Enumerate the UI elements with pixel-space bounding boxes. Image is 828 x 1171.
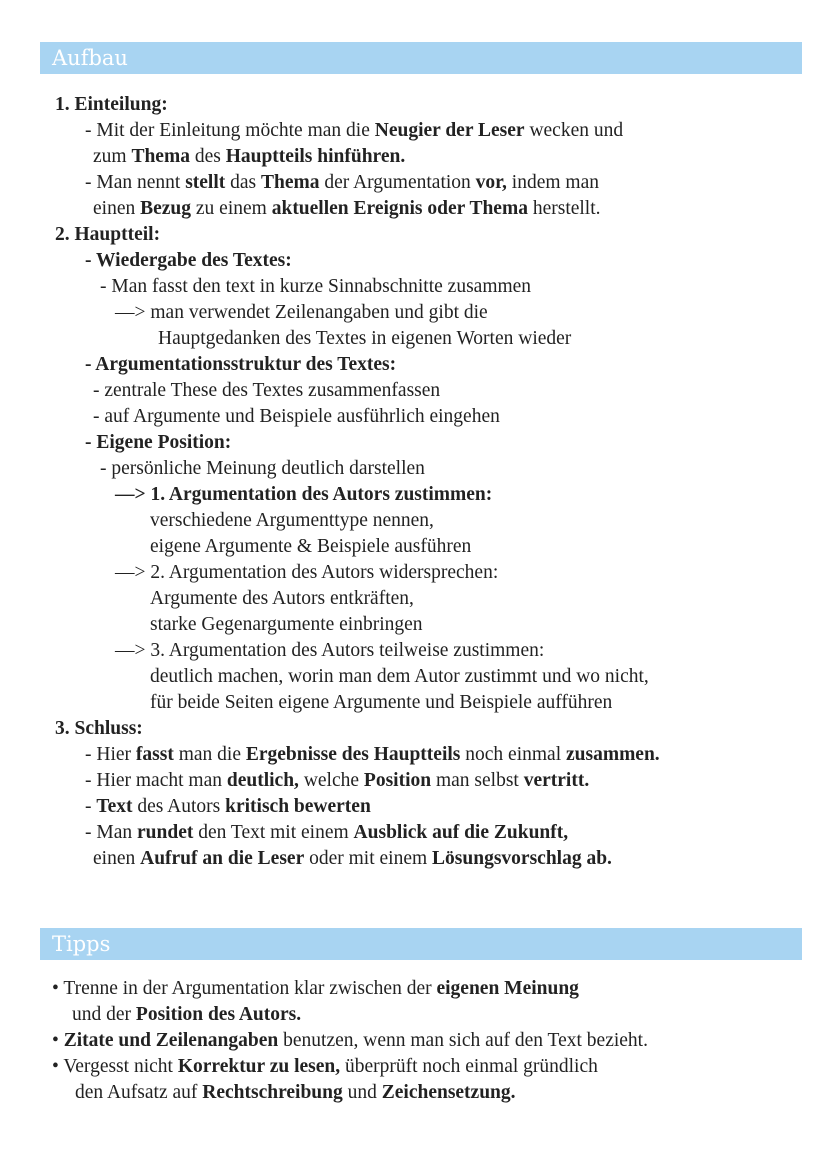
bold-text: fasst: [135, 744, 174, 765]
bold-text: kritisch bewerten: [225, 796, 371, 817]
text-line: [93, 378, 440, 404]
text: Argumente des Autors entkräften,: [150, 588, 414, 609]
bold-text: - Wiedergabe des Textes:: [85, 250, 292, 271]
text: —> 3. Argumentation des Autors teilweise zustimmen:: [115, 640, 545, 661]
text: welche: [298, 770, 364, 791]
bold-text: deutlich,: [226, 770, 299, 791]
text-line: [115, 482, 492, 508]
text-line: [115, 638, 544, 664]
bold-text: aktuellen Ereignis oder Thema: [271, 198, 528, 219]
bold-text: eigenen Meinung: [436, 978, 579, 999]
text: deutlich machen, worin man dem Autor zustimmt und wo nicht,: [150, 666, 649, 687]
text: eigene Argumente & Beispiele ausführen: [150, 536, 472, 557]
bold-text: 1. Einteilung:: [55, 94, 168, 115]
text-line: [55, 222, 160, 248]
bold-text: Aufruf an die Leser: [140, 848, 305, 869]
text-line: [85, 742, 660, 768]
text-line: [150, 586, 414, 612]
text-line: [52, 1054, 598, 1080]
text: - Hier macht man: [85, 770, 227, 791]
bold-text: Korrektur zu lesen,: [177, 1056, 341, 1077]
bold-text: Zitate und Zeilenangaben: [63, 1030, 279, 1051]
bold-text: —> 1. Argumentation des Autors zustimmen:: [115, 484, 493, 505]
text: —> man verwendet Zeilenangaben und gibt die: [115, 302, 488, 323]
text-line: [52, 976, 579, 1002]
bold-text: zusammen.: [565, 744, 660, 765]
text-line: [85, 170, 599, 196]
text: den Text mit einem: [193, 822, 354, 843]
text-line: [100, 274, 531, 300]
bold-text: Bezug: [140, 198, 192, 219]
text: —> 2. Argumentation des Autors widersprechen:: [115, 562, 499, 583]
text: - zentrale These des Textes zusammenfassen: [93, 380, 441, 401]
bold-text: Zeichensetzung.: [381, 1082, 516, 1103]
text: starke Gegenargumente einbringen: [150, 614, 423, 635]
bold-text: Text: [96, 796, 133, 817]
text-line: [85, 820, 568, 846]
text-line: [55, 92, 168, 118]
text-line: [55, 716, 143, 742]
text: - Man: [85, 822, 137, 843]
text: und: [342, 1082, 382, 1103]
text-line: [72, 1002, 301, 1028]
text-line: [85, 430, 231, 456]
text: zu einem: [191, 198, 272, 219]
text: man selbst: [431, 770, 524, 791]
bold-text: vor,: [475, 172, 507, 193]
text: für beide Seiten eigene Argumente und Beispiele aufführen: [150, 692, 613, 713]
text: oder mit einem: [304, 848, 433, 869]
bold-text: Lösungsvorschlag ab.: [432, 848, 612, 869]
section-header-aufbau: [40, 42, 802, 74]
bold-text: Thema: [131, 146, 190, 167]
text-line: [150, 612, 423, 638]
text-line: [85, 768, 589, 794]
text-line: [93, 404, 500, 430]
text-line: [93, 196, 601, 222]
bold-text: Ausblick auf die Zukunft,: [353, 822, 569, 843]
text-line: [150, 690, 612, 716]
section-title: Tipps: [52, 932, 111, 956]
text-line: [85, 248, 292, 274]
text: benutzen, wenn man sich auf den Text bezieht.: [278, 1030, 648, 1051]
bold-text: rundet: [137, 822, 194, 843]
text: verschiedene Argumenttype nennen,: [150, 510, 434, 531]
text: des: [189, 146, 226, 167]
text: das: [225, 172, 262, 193]
bold-text: vertritt.: [523, 770, 590, 791]
text: der Argumentation: [319, 172, 476, 193]
bold-text: Position: [363, 770, 432, 791]
text: einen: [93, 848, 141, 869]
text-line: [150, 664, 649, 690]
text: wecken und: [524, 120, 624, 141]
text: •: [52, 1030, 64, 1051]
bold-text: - Argumentationsstruktur des Textes:: [85, 354, 397, 375]
text-line: [85, 118, 623, 144]
text: - auf Argumente und Beispiele ausführlich eingehen: [93, 406, 500, 427]
text: man die: [173, 744, 246, 765]
text-line: [85, 794, 371, 820]
text: des Autors: [132, 796, 226, 817]
text: und der: [72, 1004, 136, 1025]
bold-text: Rechtschreibung: [202, 1082, 343, 1103]
bold-text: Ergebnisse des Hauptteils: [245, 744, 461, 765]
text-line: [75, 1080, 516, 1106]
text-line: [115, 560, 498, 586]
text-line: [150, 508, 434, 534]
text: - persönliche Meinung deutlich darstellen: [100, 458, 425, 479]
text-line: [100, 456, 425, 482]
text: überprüft noch einmal gründlich: [340, 1056, 598, 1077]
text: - Man nennt: [85, 172, 186, 193]
section-title: Aufbau: [52, 46, 128, 70]
bold-text: 3. Schluss:: [55, 718, 143, 739]
text-line: [93, 144, 405, 170]
text: indem man: [506, 172, 599, 193]
text: herstellt.: [527, 198, 601, 219]
text: • Trenne in der Argumentation klar zwischen der: [52, 978, 437, 999]
text-line: [52, 1028, 648, 1054]
text: - Mit der Einleitung möchte man die: [85, 120, 375, 141]
text: - Man fasst den text in kurze Sinnabschnitte zusammen: [100, 276, 532, 297]
text-line: [158, 326, 571, 352]
bold-text: stellt: [185, 172, 226, 193]
bold-text: Thema: [261, 172, 320, 193]
text: Hauptgedanken des Textes in eigenen Worten wieder: [158, 328, 572, 349]
text: noch einmal: [460, 744, 566, 765]
text: -: [85, 796, 97, 817]
text-line: [115, 300, 488, 326]
text: einen: [93, 198, 141, 219]
bold-text: Position des Autors.: [135, 1004, 302, 1025]
bold-text: Hauptteils hinführen.: [225, 146, 406, 167]
bold-text: 2. Hauptteil:: [55, 224, 161, 245]
bold-text: - Eigene Position:: [85, 432, 232, 453]
text: - Hier: [85, 744, 136, 765]
text-line: [150, 534, 471, 560]
text: zum: [93, 146, 132, 167]
text: den Aufsatz auf: [75, 1082, 203, 1103]
text-line: [85, 352, 396, 378]
text-line: [93, 846, 612, 872]
bold-text: Neugier der Leser: [374, 120, 525, 141]
text: • Vergesst nicht: [52, 1056, 178, 1077]
section-header-tipps: [40, 928, 802, 960]
